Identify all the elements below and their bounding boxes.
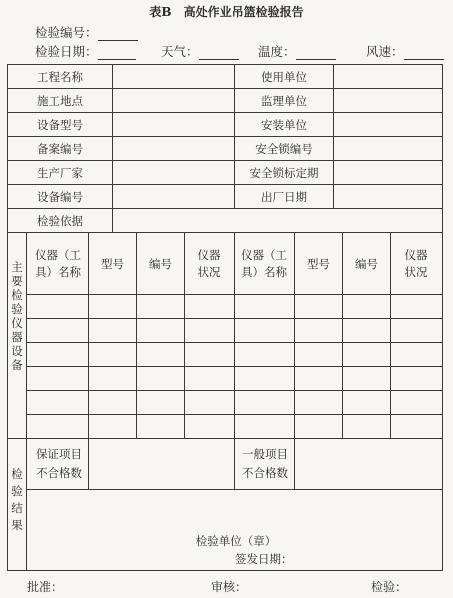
value-project-name[interactable]: [113, 65, 234, 88]
wind-speed-label: 风速：: [366, 44, 404, 59]
value-guarantee-fail[interactable]: [89, 439, 234, 489]
inspector-field[interactable]: [371, 578, 407, 595]
label-factory-date: 出厂日期: [261, 189, 307, 204]
value-equipment-no[interactable]: [113, 185, 234, 208]
approve-field[interactable]: [27, 578, 63, 595]
instruments-section-label: 主要检验仪器设备: [11, 260, 23, 372]
value-equipment-model[interactable]: [113, 113, 234, 136]
value-factory-date[interactable]: [334, 185, 442, 208]
inspection-unit-seal: 检验单位（章）: [195, 534, 277, 548]
col-model-2: 型号: [307, 256, 330, 271]
value-lock-calibration[interactable]: [334, 161, 442, 184]
temperature-label: 温度：: [258, 44, 296, 59]
value-manufacturer[interactable]: [113, 161, 234, 184]
label-construction-site: 施工地点: [37, 93, 83, 108]
issue-date-label: 签发日期：: [235, 552, 293, 566]
label-safety-lock-no: 安全锁编号: [255, 141, 313, 156]
review-field[interactable]: [211, 578, 247, 595]
value-supervision-unit[interactable]: [334, 89, 442, 112]
value-filing-no[interactable]: [113, 137, 234, 160]
col-number-2: 编号: [355, 256, 378, 271]
value-safety-lock-no[interactable]: [334, 137, 442, 160]
col-instrument-name-2: 仪器（工具）名称: [241, 247, 287, 279]
col-instrument-status: 仪器状况: [197, 247, 221, 279]
col-instrument-status-2: 仪器状况: [404, 247, 428, 279]
label-project-name: 工程名称: [37, 69, 83, 84]
review-label: 审核：: [211, 580, 248, 594]
label-lock-calibration: 安全锁标定期: [249, 165, 319, 180]
value-construction-site[interactable]: [113, 89, 234, 112]
label-user-unit: 使用单位: [261, 69, 307, 84]
label-guarantee-fail: 保证项目不合格数: [36, 447, 82, 480]
label-install-unit: 安装单位: [261, 117, 307, 132]
label-general-fail: 一般项目不合格数: [242, 447, 288, 480]
col-instrument-name: 仪器（工具）名称: [35, 247, 81, 279]
col-model: 型号: [101, 256, 124, 271]
inspector-label: 检验：: [371, 580, 408, 594]
approve-label: 批准：: [27, 580, 64, 594]
report-title: 表B 高处作业吊篮检验报告: [149, 5, 304, 19]
value-general-fail[interactable]: [295, 439, 442, 489]
value-install-unit[interactable]: [334, 113, 442, 136]
value-user-unit[interactable]: [334, 65, 442, 88]
value-inspection-basis[interactable]: [113, 209, 442, 232]
label-filing-no: 备案编号: [37, 141, 83, 156]
inspection-date-label: 检验日期：: [35, 44, 98, 59]
col-number: 编号: [149, 256, 172, 271]
label-inspection-basis: 检验依据: [37, 213, 83, 228]
label-manufacturer: 生产厂家: [37, 165, 83, 180]
weather-label: 天气：: [161, 44, 199, 59]
result-section-label: 检验结果: [11, 467, 23, 532]
label-supervision-unit: 监理单位: [261, 93, 307, 108]
label-equipment-model: 设备型号: [37, 117, 83, 132]
label-equipment-no: 设备编号: [37, 189, 83, 204]
inspection-no-label: 检验编号：: [35, 25, 98, 40]
